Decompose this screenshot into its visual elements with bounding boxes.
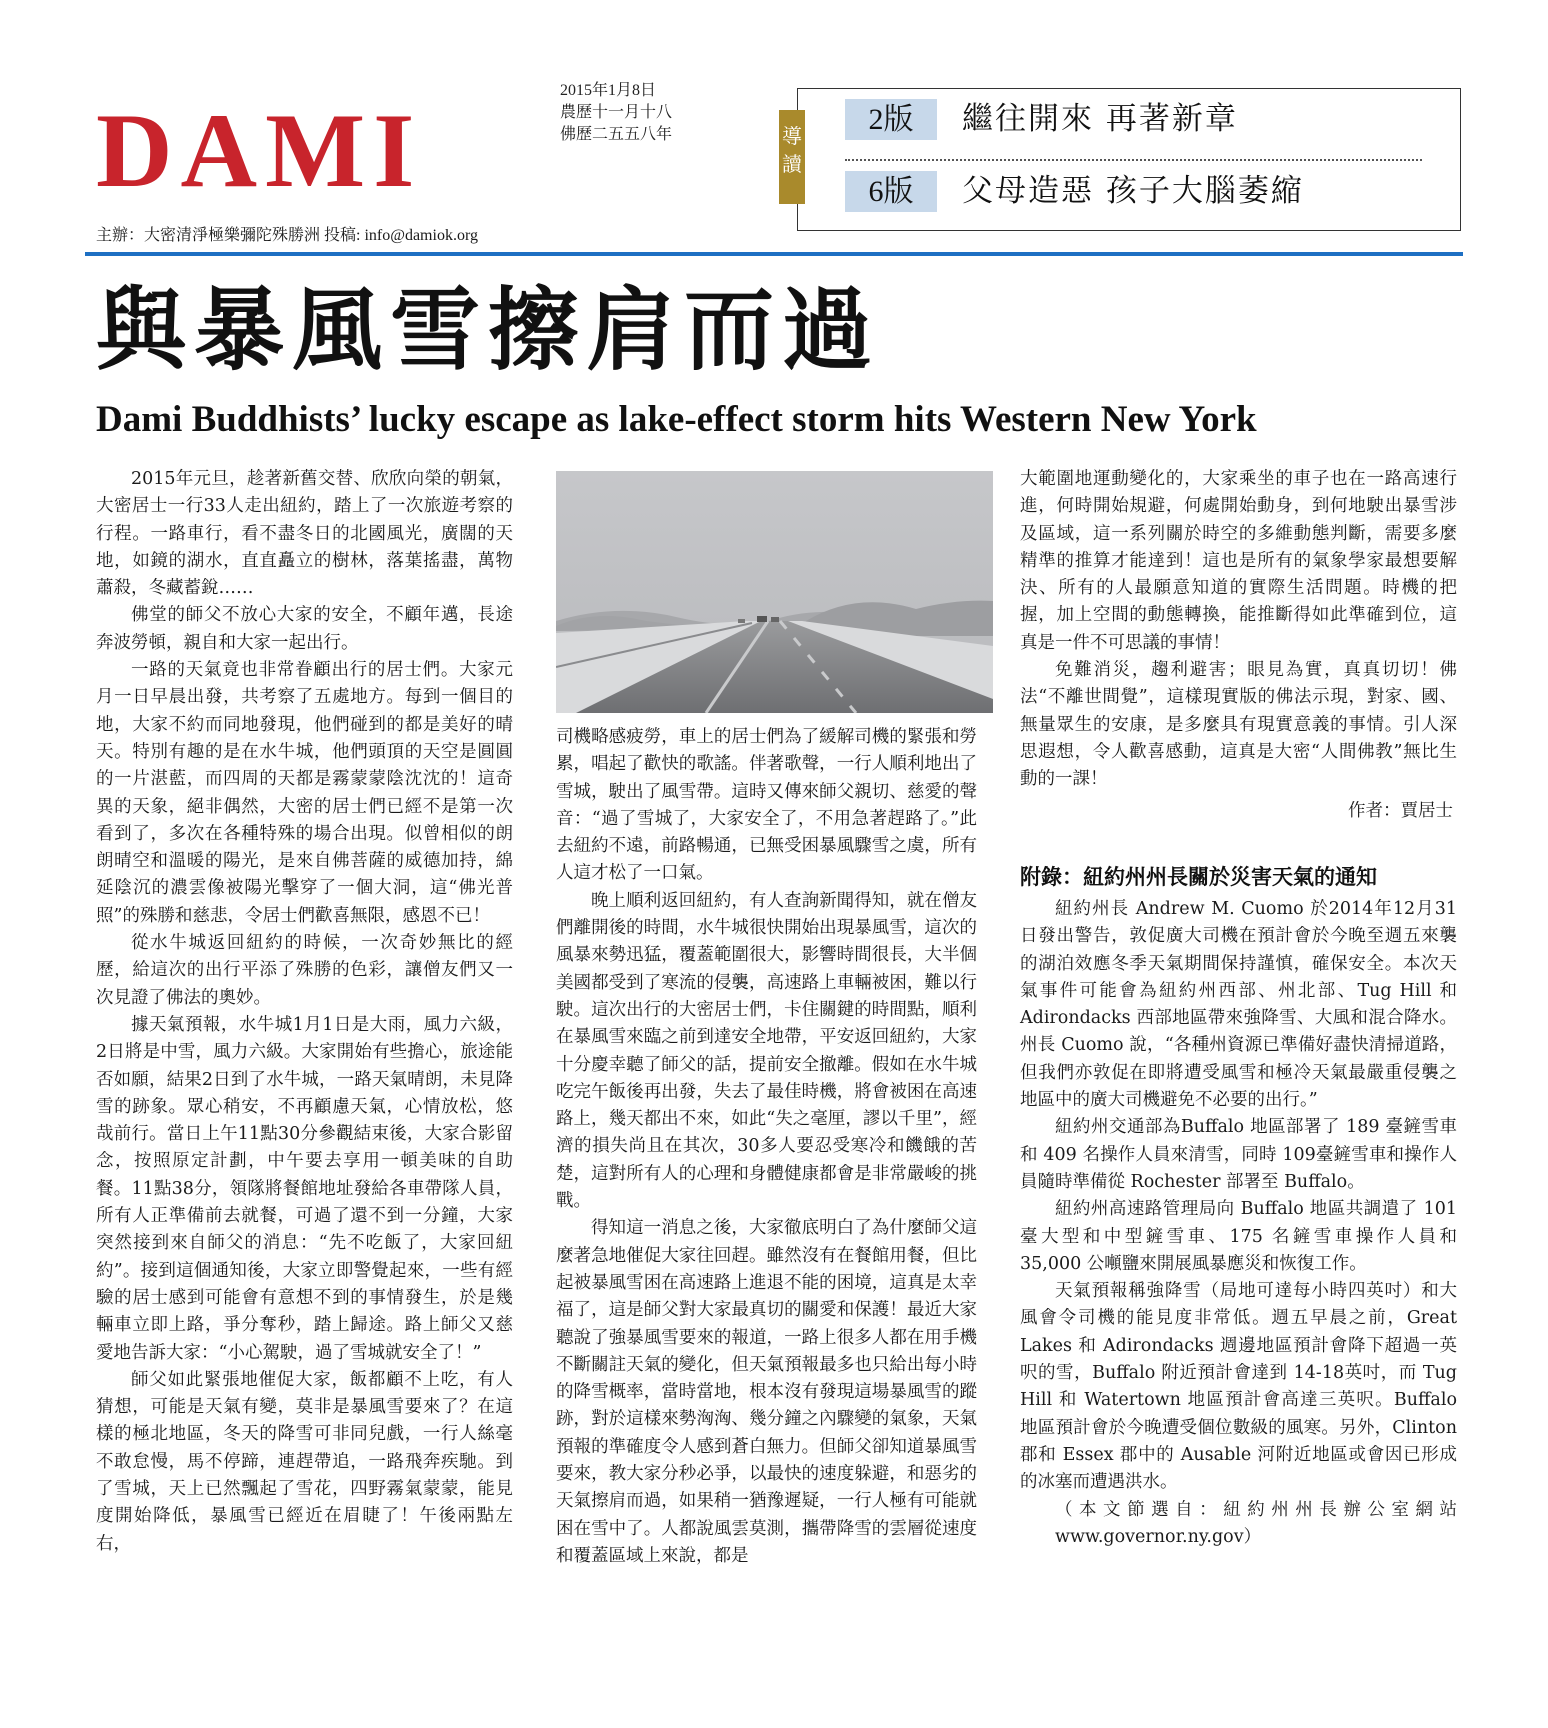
- article-column-3: [1020, 466, 1457, 825]
- appendix-paragraph: 紐約州高速路管理局向 Buffalo 地區共調遣了 101 臺大型和中型鏟雪車、175 名鏟雪車操作人員和 35,000 公噸鹽來開展風暴應災和恢復工作。: [1020, 1199, 1457, 1274]
- paragraph: 晚上順利返回紐約，有人查詢新聞得知，就在僧友們離開後的時間，水牛城很快開始出現暴風雪，這次的風暴來勢迅猛，覆蓋範圍很大，影響時間很長，大半個美國都受到了寒流的侵襲，高速路上車輛被困，難以行駛。這次出行的大密居士們，卡住關鍵的時間點，順利在暴風雪來臨之前到達安全地帶，平安返回紐約，大家十分慶幸聽了師父的話，提前安全撤離。假如在水牛城吃完午飯後再出發，失去了最佳時機，將會被困在高速路上，幾天都出不來，如此“失之毫厘，謬以千里”，經濟的損失尚且在其次，30多人要忍受寒冷和饑餓的苦楚，這對所有人的心理和身體健康都會是非常嚴峻的挑戰。: [556, 890, 977, 1212]
- paragraph: 司機略感疲勞，車上的居士們為了緩解司機的緊張和勞累，唱起了歡快的歌謠。伴著歌聲，一行人順利地出了雪城，駛出了風雪帶。這時又傳來師父親切、慈愛的聲音：“過了雪城了，大家安全了，不用急著趕路了。”此去紐約不遠，前路暢通，已無受困暴風驟雪之虞，所有人這才松了一口氣。: [556, 727, 977, 884]
- paragraph: 師父如此緊張地催促大家，飯都顧不上吃，有人猜想，可能是天氣有變，莫非是暴風雪要來了？在這樣的極北地區，冬天的降雪可非同兒戲，一行人絲毫不敢怠慢，馬不停蹄，連趕帶追，一路飛奔疾馳。到了雪城，天上已然飄起了雪花，四野霧氣蒙蒙，能見度開始降低，暴風雪已經近在眉睫了！午後兩點左右，: [96, 1369, 513, 1554]
- subheadline: Dami Buddhists’ lucky escape as lake-effect storm hits Western New York: [96, 399, 1257, 440]
- guide-divider: [845, 159, 1422, 161]
- appendix-paragraph: 天氣預報稱強降雪（局地可達每小時四英吋）和大風會令司機的能見度非常低。週五早晨之前，Great Lakes 和 Adirondacks 週邊地區預計會降下超過一英呎的雪，Buffalo 附近預計會達到 14-18英吋，而 Tug Hill 和 Watertown 地區預計會高達三英呎。Buffalo 地區預計會於今晚遭受個位數級的風寒。另外，Clinton 郡和 Essex 郡中的 Ausable 河附近地區或會因已形成的冰塞而遭遇洪水。: [1020, 1281, 1457, 1493]
- organizer-line: 主辦：大密清淨極樂彌陀殊勝洲 投稿: info@damiok.org: [96, 227, 478, 244]
- article-column-2: [556, 724, 977, 1570]
- paragraph: 免難消災，趨利避害；眼見為實，真真切切！佛法“不離世間覺”，這樣現實版的佛法示現，對家、國、無量眾生的安康，是多麼具有現實意義的事情。引人深思遐想，令人歡喜感動，這真是大密“人間佛教”無比生動的一課！: [1020, 660, 1457, 790]
- guide-tag-text: 導 讀: [782, 124, 802, 176]
- paragraph: 據天氣預報，水牛城1月1日是大雨，風力六級，2日將是中雪，風力六級。大家開始有些擔心，旅途能否如願，結果2日到了水牛城，一路天氣晴朗，未見降雪的跡象。眾心稍安，不再顧慮天氣，心情放松，悠哉前行。當日上午11點30分參觀結束後，大家合影留念，按照原定計劃，中午要去享用一頓美味的自助餐。11點38分，領隊將餐館地址發給各車帶隊人員，所有人正準備前去就餐，可過了還不到一分鐘，大家突然接到來自師父的消息：“先不吃飯了，大家回紐約”。接到這個通知後，大家立即警覺起來，一些有經驗的居士感到可能會有意想不到的事情發生，於是幾輛車立即上路，爭分奪秒，踏上歸途。路上師父又慈愛地告訴大家：“小心駕駛，過了雪城就安全了！”: [96, 1014, 513, 1363]
- headline: 與暴風雪擦肩而過: [96, 278, 880, 383]
- paragraph: 佛堂的師父不放心大家的安全，不顧年邁，長途奔波勞頓，親自和大家一起出行。: [96, 605, 513, 653]
- article-column-1: [96, 466, 513, 1558]
- paragraph: 得知這一消息之後，大家徹底明白了為什麼師父這麼著急地催促大家往回趕。雖然沒有在餐館用餐，但比起被暴風雪困在高速路上進退不能的困境，這真是太幸福了，這是師父對大家最真切的關愛和保護！最近大家聽說了強暴風雪要來的報道，一路上很多人都在用手機不斷關註天氣的變化，但天氣預報最多也只給出每小時的降雪概率，當時當地，根本沒有發現這場暴風雪的蹤跡，對於這樣來勢洶洶、幾分鐘之內驟變的氣象，天氣預報的準確度令人感到蒼白無力。但師父卻知道暴風雪要來，教大家分秒必爭，以最快的速度躲避，和惡劣的天氣擦肩而過，如果稍一猶豫遲疑，一行人極有可能就困在雪中了。人都說風雲莫測，攜帶降雪的雲層從速度和覆蓋區域上來說，都是: [556, 1218, 977, 1566]
- guide-item-title-6[interactable]: 父母造惡 孩子大腦萎縮: [962, 173, 1304, 209]
- date-buddhist: 佛歷二五五八年: [560, 126, 673, 143]
- appendix-column: [1020, 896, 1457, 1551]
- guide-tag: [779, 110, 805, 204]
- appendix-title: 附錄：紐約州州長關於災害天氣的通知: [1020, 865, 1377, 889]
- appendix-paragraph: 紐約州交通部為Buffalo 地區部署了 189 臺鏟雪車和 409 名操作人員來清雪，同時 109臺鏟雪車和操作人員隨時準備從 Rochester 部署至 Buffalo。: [1020, 1117, 1457, 1192]
- paragraph: 一路的天氣竟也非常眷顧出行的居士們。大家元月一日早晨出發，共考察了五處地方。每到一個目的地，大家不約而同地發現，他們碰到的都是美好的晴天。特別有趣的是在水牛城，他們頭頂的天空是圓圓的一片湛藍，而四周的天都是霧蒙蒙陰沈沈的！這奇異的天象，絕非偶然，大密的居士們已經不是第一次看到了，多次在各種特殊的場合出現。似曾相似的朗朗晴空和溫暖的陽光，是來自佛菩薩的威德加持，綿延陰沉的濃雲像被陽光擊穿了一個大洞，這“佛光普照”的殊勝和慈悲，令居士們歡喜無限，感恩不已！: [96, 660, 513, 926]
- date-gregorian: 2015年1月8日: [560, 82, 657, 99]
- paragraph: 2015年元旦，趁著新舊交替、欣欣向榮的朝氣，大密居士一行33人走出紐約，踏上了一次旅遊考察的行程。一路車行，看不盡冬日的北國風光，廣闊的天地，如鏡的湖水，直直矗立的樹林，落葉搖盡，萬物蕭殺，冬藏蓄銳……: [96, 469, 513, 599]
- paragraph: 從水牛城返回紐約的時候，一次奇妙無比的經歷，給這次的出行平添了殊勝的色彩，讓僧友們又一次見證了佛法的奧妙。: [96, 933, 513, 1008]
- appendix-paragraph: 紐約州長 Andrew M. Cuomo 於2014年12月31日發出警告，敦促廣大司機在預計會於今晚至週五來襲的湖泊效應冬季天氣期間保持謹慎，確保安全。本次天氣事件可能會為紐約州西部、州北部、Tug Hill 和 Adirondacks 西部地區帶來強降雪、大風和混合降水。州長 Cuomo 說，“各種州資源已準備好盡快清掃道路，但我們亦敦促在即將遭受風雪和極冷天氣最嚴重侵襲之地區中的廣大司機避免不必要的出行。”: [1020, 899, 1457, 1111]
- date-lunar: 農歷十一月十八: [560, 104, 673, 121]
- guide-item-page-6[interactable]: 6版: [845, 171, 937, 212]
- appendix-credit: （本文節選自：紐約州州長辦公室網站 www.governor.ny.gov）: [1055, 1499, 1457, 1547]
- guide-item-page-2[interactable]: 2版: [845, 99, 937, 140]
- snowy-highway-illustration: [556, 471, 993, 713]
- guide-item-title-2[interactable]: 繼往開來 再著新章: [962, 101, 1238, 137]
- masthead-logo: DAMI: [96, 92, 423, 209]
- author-byline: 作者：賈居士: [1348, 800, 1453, 821]
- paragraph: 大範圍地運動變化的，大家乘坐的車子也在一路高速行進，何時開始規避，何處開始動身，到何地駛出暴雪涉及區域，這一系列關於時空的多維動態判斷，需要多麼精準的推算才能達到！這也是所有的氣象學家最想要解決、所有的人最願意知道的實際生活問題。時機的把握，加上空間的動態轉換，能推斷得如此準確到位，這真是一件不可思議的事情！: [1020, 469, 1457, 653]
- masthead-rule: [85, 252, 1463, 256]
- snowy-highway-photo: [556, 471, 993, 713]
